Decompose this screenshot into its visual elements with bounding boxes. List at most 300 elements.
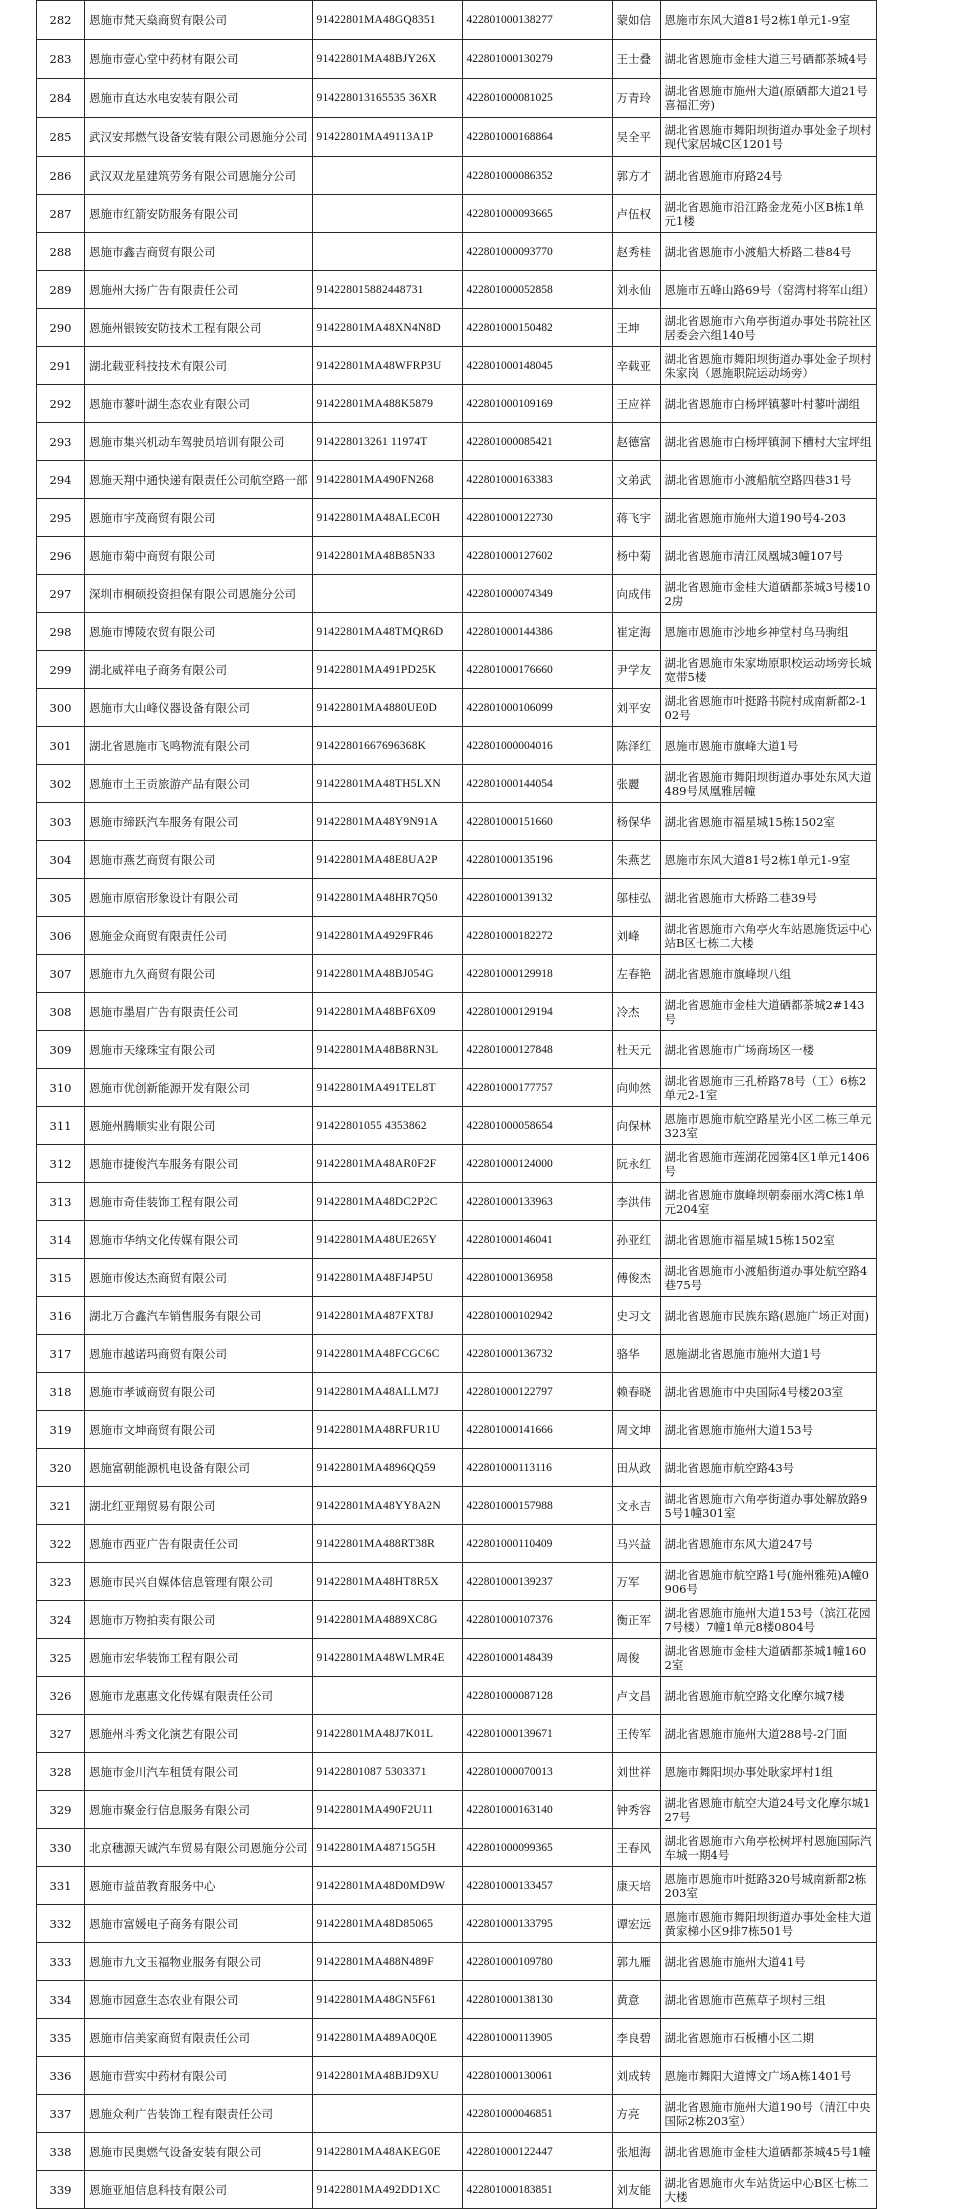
credit-code-cell: 91422801MA48AR0F2F <box>312 1145 462 1183</box>
registration-number-cell: 422801000122730 <box>462 499 612 537</box>
row-number-cell: 334 <box>37 1981 85 2019</box>
address-cell: 湖北省恩施市旗峰坝朝泰丽水湾C栋1单元204室 <box>660 1183 876 1221</box>
registration-number-cell: 422801000135196 <box>462 841 612 879</box>
address-cell: 湖北省恩施市芭蕉草子坝村三组 <box>660 1981 876 2019</box>
address-cell: 恩施湖北省恩施市施州大道1号 <box>660 1335 876 1373</box>
registration-number-cell: 422801000004016 <box>462 727 612 765</box>
legal-person-cell: 康天培 <box>612 1867 660 1905</box>
address-cell: 湖北省恩施市大桥路二巷39号 <box>660 879 876 917</box>
row-number-cell: 298 <box>37 613 85 651</box>
table-row <box>37 271 877 309</box>
address-cell: 湖北省恩施市航空大道24号文化摩尔城127号 <box>660 1791 876 1829</box>
row-number-cell: 333 <box>37 1943 85 1981</box>
credit-code-cell: 91422801MA48B8RN3L <box>312 1031 462 1069</box>
registration-number-cell: 422801000133795 <box>462 1905 612 1943</box>
registration-number-cell: 422801000144054 <box>462 765 612 803</box>
credit-code-cell: 91422801MA490F2U11 <box>312 1791 462 1829</box>
registration-number-cell: 422801000139671 <box>462 1715 612 1753</box>
address-cell: 恩施市恩施市沙地乡神堂村乌马驹组 <box>660 613 876 651</box>
registration-number-cell: 422801000182272 <box>462 917 612 955</box>
legal-person-cell: 刘峰 <box>612 917 660 955</box>
company-name-cell: 恩施天翔中通快递有限责任公司航空路一部 <box>85 461 313 499</box>
credit-code-cell: 91422801MA48DC2P2C <box>312 1183 462 1221</box>
address-cell: 湖北省恩施市施州大道41号 <box>660 1943 876 1981</box>
address-cell: 湖北省恩施市叶挺路书院村成南新都2-102号 <box>660 689 876 727</box>
row-number-cell: 311 <box>37 1107 85 1145</box>
table-row <box>37 993 877 1031</box>
address-cell: 湖北省恩施市石板槽小区二期 <box>660 2019 876 2057</box>
registration-number-cell: 422801000130279 <box>462 40 612 79</box>
company-name-cell: 恩施市万物拍卖有限公司 <box>85 1601 313 1639</box>
table-row <box>37 765 877 803</box>
registration-number-cell: 422801000127602 <box>462 537 612 575</box>
address-cell: 湖北省恩施市航空路1号(施州雅苑)A幢0906号 <box>660 1563 876 1601</box>
registration-number-cell: 422801000129194 <box>462 993 612 1031</box>
address-cell: 湖北省恩施市白杨坪镇蓼叶村蓼叶湖组 <box>660 385 876 423</box>
legal-person-cell: 蒙如信 <box>612 1 660 40</box>
credit-code-cell: 91422801MA48HT8R5X <box>312 1563 462 1601</box>
address-cell: 恩施市舞阳大道博文广场A栋1401号 <box>660 2057 876 2095</box>
company-name-cell: 恩施市越诺玛商贸有限公司 <box>85 1335 313 1373</box>
credit-code-cell: 91422801055 4353862 <box>312 1107 462 1145</box>
address-cell: 湖北省恩施市施州大道190号（清江中央国际2栋203室） <box>660 2095 876 2133</box>
credit-code-cell: 91422801MA48BJY26X <box>312 40 462 79</box>
company-name-cell: 恩施市原宿形象设计有限公司 <box>85 879 313 917</box>
address-cell: 恩施市五峰山路69号（窑湾村将军山组） <box>660 271 876 309</box>
row-number-cell: 321 <box>37 1487 85 1525</box>
legal-person-cell: 卢伍权 <box>612 195 660 233</box>
legal-person-cell: 黄意 <box>612 1981 660 2019</box>
company-name-cell: 恩施亚旭信息科技有限公司 <box>85 2171 313 2209</box>
row-number-cell: 327 <box>37 1715 85 1753</box>
registration-number-cell: 422801000138130 <box>462 1981 612 2019</box>
table-row <box>37 803 877 841</box>
legal-person-cell: 卢文昌 <box>612 1677 660 1715</box>
table-row <box>37 879 877 917</box>
registration-number-cell: 422801000150482 <box>462 309 612 347</box>
registration-number-cell: 422801000122447 <box>462 2133 612 2171</box>
registration-number-cell: 422801000122797 <box>462 1373 612 1411</box>
credit-code-cell: 91422801MA488RT38R <box>312 1525 462 1563</box>
table-row <box>37 1069 877 1107</box>
company-name-cell: 恩施市九文玉福物业服务有限公司 <box>85 1943 313 1981</box>
credit-code-cell: 91422801MA488K5879 <box>312 385 462 423</box>
table-row <box>37 1 877 40</box>
row-number-cell: 332 <box>37 1905 85 1943</box>
legal-person-cell: 钟秀容 <box>612 1791 660 1829</box>
row-number-cell: 337 <box>37 2095 85 2133</box>
company-name-cell: 恩施富朝能源机电设备有限公司 <box>85 1449 313 1487</box>
legal-person-cell: 万军 <box>612 1563 660 1601</box>
legal-person-cell: 田从政 <box>612 1449 660 1487</box>
registration-number-cell: 422801000133963 <box>462 1183 612 1221</box>
row-number-cell: 320 <box>37 1449 85 1487</box>
registration-number-cell: 422801000136732 <box>462 1335 612 1373</box>
registration-number-cell: 422801000139237 <box>462 1563 612 1601</box>
legal-person-cell: 冷杰 <box>612 993 660 1031</box>
legal-person-cell: 尹学友 <box>612 651 660 689</box>
credit-code-cell: 91422801MA48GN5F61 <box>312 1981 462 2019</box>
address-cell: 湖北省恩施市施州大道190号4-203 <box>660 499 876 537</box>
registration-number-cell: 422801000133457 <box>462 1867 612 1905</box>
legal-person-cell: 刘平安 <box>612 689 660 727</box>
row-number-cell: 287 <box>37 195 85 233</box>
company-name-cell: 恩施市俊达杰商贸有限公司 <box>85 1259 313 1297</box>
legal-person-cell: 刘友能 <box>612 2171 660 2209</box>
row-number-cell: 291 <box>37 347 85 385</box>
registration-number-cell: 422801000127848 <box>462 1031 612 1069</box>
legal-person-cell: 杨保华 <box>612 803 660 841</box>
registration-number-cell: 422801000106099 <box>462 689 612 727</box>
registration-number-cell: 422801000139132 <box>462 879 612 917</box>
company-name-cell: 恩施市文坤商贸有限公司 <box>85 1411 313 1449</box>
legal-person-cell: 向成伟 <box>612 575 660 613</box>
registration-number-cell: 422801000087128 <box>462 1677 612 1715</box>
table-row <box>37 1639 877 1677</box>
company-name-cell: 恩施市华纳文化传媒有限公司 <box>85 1221 313 1259</box>
credit-code-cell: 91422801MA48TH5LXN <box>312 765 462 803</box>
address-cell: 湖北省恩施市金桂大道硒都茶城45号1幢 <box>660 2133 876 2171</box>
table-row <box>37 385 877 423</box>
table-body <box>37 1 877 2209</box>
address-cell: 湖北省恩施市朱家坳原职校运动场旁长城宽带5楼 <box>660 651 876 689</box>
company-name-cell: 恩施市墨眉广告有限责任公司 <box>85 993 313 1031</box>
registration-number-cell: 422801000141666 <box>462 1411 612 1449</box>
table-row <box>37 955 877 993</box>
address-cell: 湖北省恩施市六角亭松树坪村恩施国际汽车城一期4号 <box>660 1829 876 1867</box>
legal-person-cell: 马兴益 <box>612 1525 660 1563</box>
registration-number-cell: 422801000163140 <box>462 1791 612 1829</box>
company-name-cell: 湖北万合鑫汽车销售服务有限公司 <box>85 1297 313 1335</box>
address-cell: 恩施市东风大道81号2栋1单元1-9室 <box>660 1 876 40</box>
legal-person-cell: 李洪伟 <box>612 1183 660 1221</box>
table-row <box>37 1297 877 1335</box>
table-row <box>37 1753 877 1791</box>
registration-number-cell: 422801000074349 <box>462 575 612 613</box>
registration-number-cell: 422801000129918 <box>462 955 612 993</box>
table-row <box>37 499 877 537</box>
address-cell: 湖北省恩施市舞阳坝街道办事处金子坝村朱家岗（恩施职院运动场旁） <box>660 347 876 385</box>
address-cell: 湖北省恩施市三孔桥路78号（工）6栋2单元2-1室 <box>660 1069 876 1107</box>
company-name-cell: 恩施市直达水电安装有限公司 <box>85 79 313 118</box>
registration-number-cell: 422801000163383 <box>462 461 612 499</box>
credit-code-cell: 91422801MA492DD1XC <box>312 2171 462 2209</box>
credit-code-cell: 91422801MA48YY8A2N <box>312 1487 462 1525</box>
registration-number-cell: 422801000109169 <box>462 385 612 423</box>
credit-code-cell <box>312 2095 462 2133</box>
table-row <box>37 347 877 385</box>
legal-person-cell: 傅俊杰 <box>612 1259 660 1297</box>
credit-code-cell: 91422801MA48GQ8351 <box>312 1 462 40</box>
company-name-cell: 恩施市鑫吉商贸有限公司 <box>85 233 313 271</box>
table-row <box>37 1715 877 1753</box>
legal-person-cell: 张麗 <box>612 765 660 803</box>
row-number-cell: 316 <box>37 1297 85 1335</box>
credit-code-cell: 91422801087 5303371 <box>312 1753 462 1791</box>
company-name-cell: 恩施市大山峰仪器设备有限公司 <box>85 689 313 727</box>
row-number-cell: 302 <box>37 765 85 803</box>
address-cell: 湖北省恩施市施州大道288号-2门面 <box>660 1715 876 1753</box>
legal-person-cell: 阮永红 <box>612 1145 660 1183</box>
row-number-cell: 323 <box>37 1563 85 1601</box>
legal-person-cell: 衡正军 <box>612 1601 660 1639</box>
row-number-cell: 288 <box>37 233 85 271</box>
credit-code-cell: 91422801MA48BJ054G <box>312 955 462 993</box>
credit-code-cell: 91422801MA48ALEC0H <box>312 499 462 537</box>
row-number-cell: 301 <box>37 727 85 765</box>
company-name-cell: 恩施市天缘珠宝有限公司 <box>85 1031 313 1069</box>
address-cell: 湖北省恩施市六角亭街道办事处解放路95号1幢301室 <box>660 1487 876 1525</box>
company-name-cell: 恩施市龙惠惠文化传媒有限责任公司 <box>85 1677 313 1715</box>
registration-number-cell: 422801000130061 <box>462 2057 612 2095</box>
address-cell: 湖北省恩施市金桂大道硒都茶城1幢1602室 <box>660 1639 876 1677</box>
address-cell: 湖北省恩施市府路24号 <box>660 157 876 195</box>
table-row <box>37 1335 877 1373</box>
company-name-cell: 恩施市民奥燃气设备安装有限公司 <box>85 2133 313 2171</box>
row-number-cell: 284 <box>37 79 85 118</box>
table-row <box>37 1525 877 1563</box>
address-cell: 湖北省恩施市莲湖花园第4区1单元1406号 <box>660 1145 876 1183</box>
row-number-cell: 297 <box>37 575 85 613</box>
registration-number-cell: 422801000086352 <box>462 157 612 195</box>
credit-code-cell: 91422801MA48D0MD9W <box>312 1867 462 1905</box>
row-number-cell: 335 <box>37 2019 85 2057</box>
row-number-cell: 315 <box>37 1259 85 1297</box>
credit-code-cell: 91422801MA488N489F <box>312 1943 462 1981</box>
table-row <box>37 1487 877 1525</box>
credit-code-cell: 91422801MA491TEL8T <box>312 1069 462 1107</box>
address-cell: 湖北省恩施市六角亭街道办事处书院社区居委会六组140号 <box>660 309 876 347</box>
row-number-cell: 310 <box>37 1069 85 1107</box>
table-row <box>37 423 877 461</box>
business-registry-table <box>36 0 877 2209</box>
registration-number-cell: 422801000093770 <box>462 233 612 271</box>
table-row <box>37 1107 877 1145</box>
row-number-cell: 339 <box>37 2171 85 2209</box>
credit-code-cell: 91422801MA48B85N33 <box>312 537 462 575</box>
registration-number-cell: 422801000183851 <box>462 2171 612 2209</box>
registration-number-cell: 422801000109780 <box>462 1943 612 1981</box>
company-name-cell: 武汉双龙星建筑劳务有限公司恩施分公司 <box>85 157 313 195</box>
table-row <box>37 575 877 613</box>
registration-number-cell: 422801000144386 <box>462 613 612 651</box>
registration-number-cell: 422801000113905 <box>462 2019 612 2057</box>
company-name-cell: 恩施州银铵安防技术工程有限公司 <box>85 309 313 347</box>
registration-number-cell: 422801000168864 <box>462 118 612 157</box>
legal-person-cell: 李良碧 <box>612 2019 660 2057</box>
registration-number-cell: 422801000081025 <box>462 79 612 118</box>
credit-code-cell: 91422801MA49113A1P <box>312 118 462 157</box>
credit-code-cell: 91422801667696368K <box>312 727 462 765</box>
row-number-cell: 309 <box>37 1031 85 1069</box>
company-name-cell: 恩施州斗秀文化演艺有限公司 <box>85 1715 313 1753</box>
row-number-cell: 283 <box>37 40 85 79</box>
legal-person-cell: 王应祥 <box>612 385 660 423</box>
company-name-cell: 恩施市捷俊汽车服务有限公司 <box>85 1145 313 1183</box>
legal-person-cell: 骆华 <box>612 1335 660 1373</box>
row-number-cell: 336 <box>37 2057 85 2095</box>
legal-person-cell: 蒋飞宇 <box>612 499 660 537</box>
legal-person-cell: 方亮 <box>612 2095 660 2133</box>
company-name-cell: 恩施市营实中药材有限公司 <box>85 2057 313 2095</box>
company-name-cell: 恩施市金川汽车租赁有限公司 <box>85 1753 313 1791</box>
company-name-cell: 恩施市集兴机动车驾驶员培训有限公司 <box>85 423 313 461</box>
row-number-cell: 326 <box>37 1677 85 1715</box>
company-name-cell: 恩施市菊中商贸有限公司 <box>85 537 313 575</box>
table-row <box>37 2171 877 2209</box>
company-name-cell: 恩施市缔跃汽车服务有限公司 <box>85 803 313 841</box>
legal-person-cell: 杜天元 <box>612 1031 660 1069</box>
credit-code-cell: 91422801MA48WFRP3U <box>312 347 462 385</box>
address-cell: 湖北省恩施市民族东路(恩施广场正对面) <box>660 1297 876 1335</box>
table-row <box>37 1867 877 1905</box>
legal-person-cell: 郭方才 <box>612 157 660 195</box>
company-name-cell: 湖北省恩施市飞鸣物流有限公司 <box>85 727 313 765</box>
legal-person-cell: 文永吉 <box>612 1487 660 1525</box>
credit-code-cell: 91422801MA48UE265Y <box>312 1221 462 1259</box>
registration-number-cell: 422801000124000 <box>462 1145 612 1183</box>
address-cell: 湖北省恩施市东风大道247号 <box>660 1525 876 1563</box>
company-name-cell: 恩施市西亚广告有限责任公司 <box>85 1525 313 1563</box>
legal-person-cell: 崔定海 <box>612 613 660 651</box>
table-row <box>37 613 877 651</box>
table-row <box>37 1791 877 1829</box>
company-name-cell: 恩施市信美家商贸有限责任公司 <box>85 2019 313 2057</box>
legal-person-cell: 刘成转 <box>612 2057 660 2095</box>
address-cell: 湖北省恩施市旗峰坝八组 <box>660 955 876 993</box>
table-row <box>37 2133 877 2171</box>
address-cell: 湖北省恩施市中央国际4号楼203室 <box>660 1373 876 1411</box>
company-name-cell: 恩施市土王贡旅游产品有限公司 <box>85 765 313 803</box>
credit-code-cell: 91422801MA48D85065 <box>312 1905 462 1943</box>
address-cell: 恩施市恩施市叶挺路320号城南新都2栋203室 <box>660 1867 876 1905</box>
credit-code-cell: 91422801MA489A0Q0E <box>312 2019 462 2057</box>
row-number-cell: 329 <box>37 1791 85 1829</box>
credit-code-cell <box>312 575 462 613</box>
table-row <box>37 841 877 879</box>
table-row <box>37 1677 877 1715</box>
credit-code-cell: 91422801MA490FN268 <box>312 461 462 499</box>
company-name-cell: 武汉安邦燃气设备安装有限公司恩施分公司 <box>85 118 313 157</box>
row-number-cell: 322 <box>37 1525 85 1563</box>
legal-person-cell: 朱燕艺 <box>612 841 660 879</box>
table-row <box>37 537 877 575</box>
legal-person-cell: 周俊 <box>612 1639 660 1677</box>
legal-person-cell: 周文坤 <box>612 1411 660 1449</box>
registration-number-cell: 422801000148045 <box>462 347 612 385</box>
row-number-cell: 313 <box>37 1183 85 1221</box>
credit-code-cell: 91422801MA48XN4N8D <box>312 309 462 347</box>
legal-person-cell: 王士叠 <box>612 40 660 79</box>
row-number-cell: 324 <box>37 1601 85 1639</box>
table-row <box>37 1221 877 1259</box>
registration-number-cell: 422801000070013 <box>462 1753 612 1791</box>
registration-number-cell: 422801000052858 <box>462 271 612 309</box>
company-name-cell: 恩施州大扬广告有限责任公司 <box>85 271 313 309</box>
company-name-cell: 恩施市孝诚商贸有限公司 <box>85 1373 313 1411</box>
row-number-cell: 330 <box>37 1829 85 1867</box>
legal-person-cell: 赖春晓 <box>612 1373 660 1411</box>
registration-number-cell: 422801000146041 <box>462 1221 612 1259</box>
registration-number-cell: 422801000136958 <box>462 1259 612 1297</box>
legal-person-cell: 赵德富 <box>612 423 660 461</box>
address-cell: 湖北省恩施市施州大道(原硒都大道21号喜福汇旁) <box>660 79 876 118</box>
legal-person-cell: 文弟武 <box>612 461 660 499</box>
credit-code-cell: 91422801MA48BF6X09 <box>312 993 462 1031</box>
registration-number-cell: 422801000107376 <box>462 1601 612 1639</box>
registration-number-cell: 422801000148439 <box>462 1639 612 1677</box>
table-row <box>37 2095 877 2133</box>
credit-code-cell: 914228015882448731 <box>312 271 462 309</box>
company-name-cell: 恩施市聚金行信息服务有限公司 <box>85 1791 313 1829</box>
company-name-cell: 恩施市红箭安防服务有限公司 <box>85 195 313 233</box>
credit-code-cell: 91422801MA4880UE0D <box>312 689 462 727</box>
company-name-cell: 恩施市宇茂商贸有限公司 <box>85 499 313 537</box>
address-cell: 湖北省恩施市福星城15栋1502室 <box>660 1221 876 1259</box>
company-name-cell: 恩施市优创新能源开发有限公司 <box>85 1069 313 1107</box>
legal-person-cell: 吴全平 <box>612 118 660 157</box>
table-row <box>37 1943 877 1981</box>
company-name-cell: 恩施众利广告装饰工程有限责任公司 <box>85 2095 313 2133</box>
table-row <box>37 1411 877 1449</box>
row-number-cell: 331 <box>37 1867 85 1905</box>
company-name-cell: 恩施市燕艺商贸有限公司 <box>85 841 313 879</box>
address-cell: 湖北省恩施市金桂大道硒都茶城3号楼102房 <box>660 575 876 613</box>
registration-number-cell: 422801000046851 <box>462 2095 612 2133</box>
table-row <box>37 233 877 271</box>
address-cell: 湖北省恩施市小渡船街道办事处航空路4巷75号 <box>660 1259 876 1297</box>
company-name-cell: 恩施州腾顺实业有限公司 <box>85 1107 313 1145</box>
registration-number-cell: 422801000058654 <box>462 1107 612 1145</box>
row-number-cell: 306 <box>37 917 85 955</box>
legal-person-cell: 王传军 <box>612 1715 660 1753</box>
legal-person-cell: 王春风 <box>612 1829 660 1867</box>
address-cell: 湖北省恩施市白杨坪镇洞下槽村大宝坪组 <box>660 423 876 461</box>
credit-code-cell: 91422801MA48715G5H <box>312 1829 462 1867</box>
registration-number-cell: 422801000151660 <box>462 803 612 841</box>
table-row <box>37 118 877 157</box>
credit-code-cell: 914228013261 11974T <box>312 423 462 461</box>
credit-code-cell: 91422801MA4896QQ59 <box>312 1449 462 1487</box>
table-row <box>37 1829 877 1867</box>
company-name-cell: 恩施市宏华装饰工程有限公司 <box>85 1639 313 1677</box>
table-row <box>37 1373 877 1411</box>
address-cell: 恩施市恩施市航空路星光小区二栋三单元323室 <box>660 1107 876 1145</box>
registration-number-cell: 422801000099365 <box>462 1829 612 1867</box>
row-number-cell: 294 <box>37 461 85 499</box>
company-name-cell: 恩施市富媛电子商务有限公司 <box>85 1905 313 1943</box>
table-row <box>37 1563 877 1601</box>
credit-code-cell: 91422801MA48WLMR4E <box>312 1639 462 1677</box>
credit-code-cell: 91422801MA487FXT8J <box>312 1297 462 1335</box>
row-number-cell: 307 <box>37 955 85 993</box>
row-number-cell: 299 <box>37 651 85 689</box>
company-name-cell: 湖北红亚翔贸易有限公司 <box>85 1487 313 1525</box>
address-cell: 恩施市舞阳坝办事处耿家坪村1组 <box>660 1753 876 1791</box>
address-cell: 湖北省恩施市金桂大道三号硒都茶城4号 <box>660 40 876 79</box>
address-cell: 湖北省恩施市小渡船航空路四巷31号 <box>660 461 876 499</box>
row-number-cell: 293 <box>37 423 85 461</box>
row-number-cell: 289 <box>37 271 85 309</box>
address-cell: 湖北省恩施市舞阳坝街道办事处金子坝村现代家居城C区1201号 <box>660 118 876 157</box>
company-name-cell: 恩施市益苗教育服务中心 <box>85 1867 313 1905</box>
company-name-cell: 深圳市桐硕投资担保有限公司恩施分公司 <box>85 575 313 613</box>
table-row <box>37 461 877 499</box>
legal-person-cell: 左春艳 <box>612 955 660 993</box>
table-row <box>37 79 877 118</box>
credit-code-cell: 91422801MA48HR7Q50 <box>312 879 462 917</box>
credit-code-cell: 91422801MA48Y9N91A <box>312 803 462 841</box>
